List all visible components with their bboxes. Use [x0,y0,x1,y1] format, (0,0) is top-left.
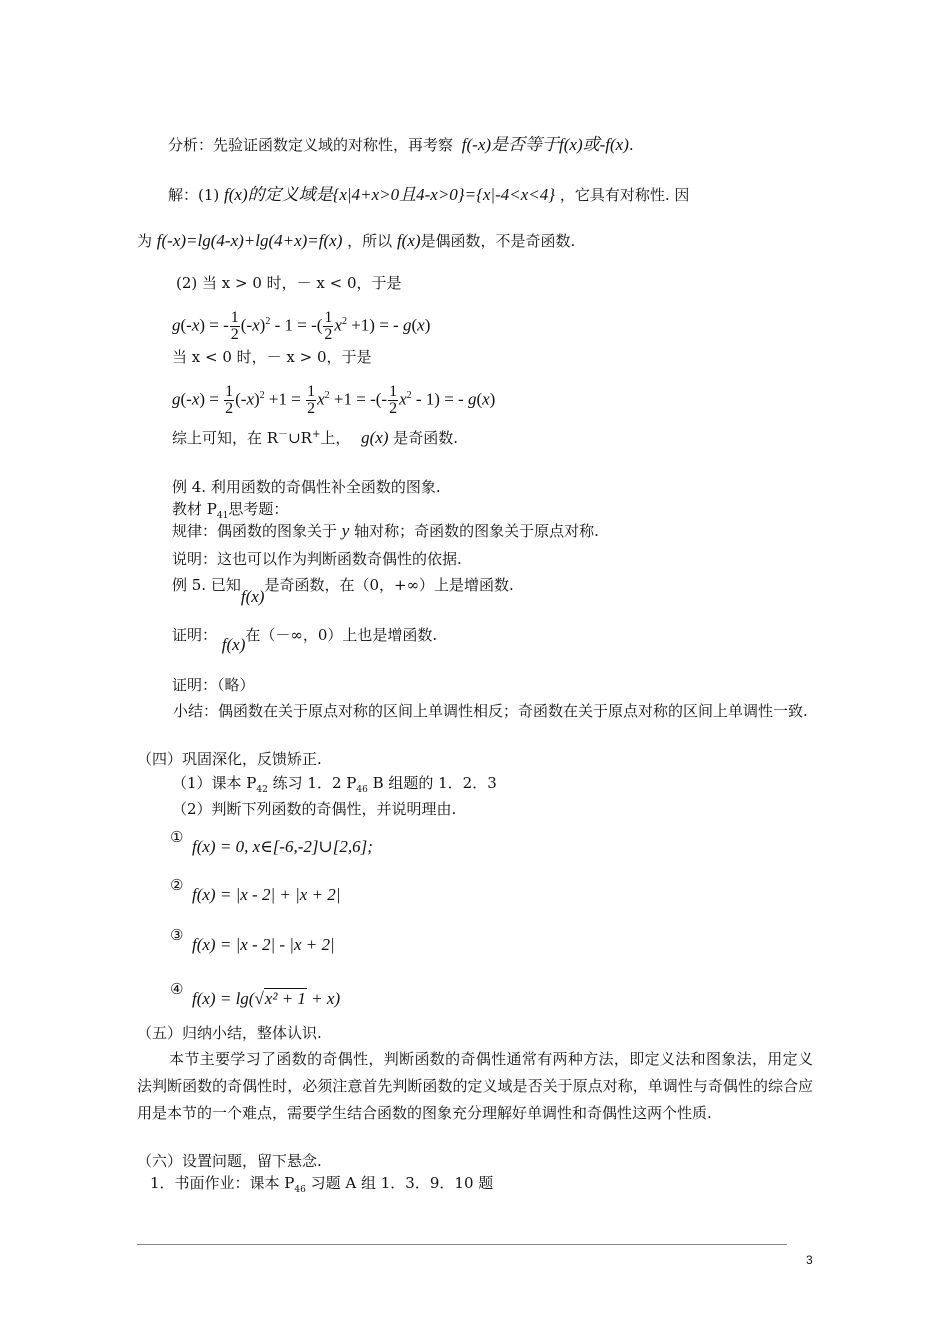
circled-1: ① [170,828,184,846]
analysis-line [168,134,634,156]
rule-suffix: 轴对称；奇函数的图象关于原点对称. [354,522,599,540]
circled-2: ② [170,876,184,894]
circled-4: ④ [170,980,184,998]
item1-page2: 46 [356,785,368,795]
analysis-end: . [628,136,634,154]
item1-mid: 练习 1．2 P [267,774,357,792]
function-1: f(x) = 0, x∈[-6,-2]∪[2,6]; [192,837,373,856]
solution1-line1 [168,184,689,206]
solution1-line2-expression: f(-x)=lg(4-x)+lg(4+x)=f(x) [156,231,343,250]
solution1-suffix: ，它具有对称性. 因 [559,186,690,204]
solution1-line2-f: f(x) [396,231,421,250]
section6-title: （六）设置问题，留下悬念. [137,1152,322,1170]
conclusion-prefix: 综上可知，在 R [172,429,279,447]
conclusion-end: 是奇函数. [393,429,459,447]
section4-title: （四）巩固深化，反馈矫正. [137,750,322,768]
solution2-conclusion: 综上可知，在 R－∪R+上， g(x) 是奇函数. [172,428,459,447]
textbook-prefix: 教材 P [172,500,217,518]
hw-prefix: 1．书面作业：课本 P [150,1174,295,1192]
solution1-line2 [137,230,575,252]
example4-title: 例 4. 利用函数的奇偶性补全函数的图象. [172,478,441,496]
section4-item1 [172,772,497,801]
solution1-line2-mid: ，所以 [347,232,393,250]
example4-note: 说明：这也可以作为判断函数奇偶性的依据. [172,550,462,568]
prove-f: f(x) [221,635,246,654]
solution1-domain-expression: f(x)的定义域是{x|4+x>0且4-x>0}={x|-4<x<4} [224,185,556,204]
hw-suffix: 习题 A 组 1．3．9．10 题 [305,1174,494,1192]
example5-prove [172,624,438,654]
solution2-case1: (2) 当 x > 0 时，－ x < 0，于是 [176,274,402,292]
f4-prefix: f(x) = lg( [192,989,255,1008]
function-2: f(x) = |x - 2| + |x + 2| [192,885,341,904]
hw-page: 46 [294,1185,306,1195]
example4-rule [172,520,599,542]
function-3: f(x) = |x - 2| - |x + 2| [192,935,335,954]
rule-y: y [341,521,350,540]
section5-title: （五）归纳小结，整体认识. [137,1024,322,1042]
example5-prefix: 例 5. 已知 [172,576,241,594]
solution2-equation1: g(-x) = - $\frac{1}{2}$ $(-x)^2 - 1$ = -( $\frac{1}{2}$ $x^2 +1$) = - g(x) [172,309,431,343]
example5-f: f(x) [240,587,265,606]
page-number: 3 [806,1253,813,1267]
function-4: f(x) = lg(√x² + 1 + x) [192,989,341,1008]
f4-suffix: + x) [306,989,341,1008]
example5-suffix: 是奇函数，在（0，+∞）上是增函数. [264,576,514,594]
example5-statement [172,574,514,606]
item1-page1: 42 [256,785,268,795]
prove-prefix: 证明： [172,626,218,644]
solution2-case2: 当 x < 0 时，－ x > 0，于是 [172,348,372,366]
footer-rule [137,1244,787,1245]
conclusion-upon: 上， [320,429,351,447]
item1-suffix: B 组题的 1．2．3 [367,774,497,792]
solution1-line2-end: 是偶函数，不是奇函数. [420,232,576,250]
solution2-equation2: g(-x) = $\frac{1}{2}$ $(-x)^2 +1$ = $\frac{1}{2}$ $x^2 +1$ = -(- $\frac{1}{2}$ $x^2 - 1$) = - g(x) [172,383,496,417]
section6-homework [150,1172,493,1201]
textbook-page: 41 [216,511,229,521]
prove-suffix: 在（－∞，0）上也是增函数. [245,626,438,644]
solution1-prefix: 解：(1) [168,186,220,204]
section4-item2: （2）判断下列函数的奇偶性，并说明理由. [172,800,457,818]
item1-prefix: （1）课本 P [172,774,257,792]
f4-radicand: x² + 1 [264,989,306,1008]
solution1-line2-prefix: 为 [137,232,153,250]
example5-proof: 证明：（略） [172,676,255,694]
example5-summary: 小结：偶函数在关于原点对称的区间上单调性相反；奇函数在关于原点对称的区间上单调性一致. [173,702,808,720]
analysis-expression: f(-x)是否等于f(x)或-f(x) [461,135,629,154]
rule-prefix: 规律：偶函数的图象关于 [172,522,338,540]
section5-body: 本节主要学习了函数的奇偶性，判断函数的奇偶性通常有两种方法，即定义法和图象法，用定义法判断函数的奇偶性时，必须注意首先判断函数的定义域是否关于原点对称，单调性与奇偶性的综合应用是本节的一个难点，需要学生结合函数的图象充分理解好单调性和奇偶性这两个性质. [137,1050,813,1122]
circled-3: ③ [170,926,184,944]
conclusion-mid: ∪R [288,429,312,447]
analysis-label: 分析：先验证函数定义域的对称性，再考察 [168,136,454,154]
textbook-suffix: 思考题： [228,500,289,518]
conclusion-g: g(x) [361,428,389,447]
